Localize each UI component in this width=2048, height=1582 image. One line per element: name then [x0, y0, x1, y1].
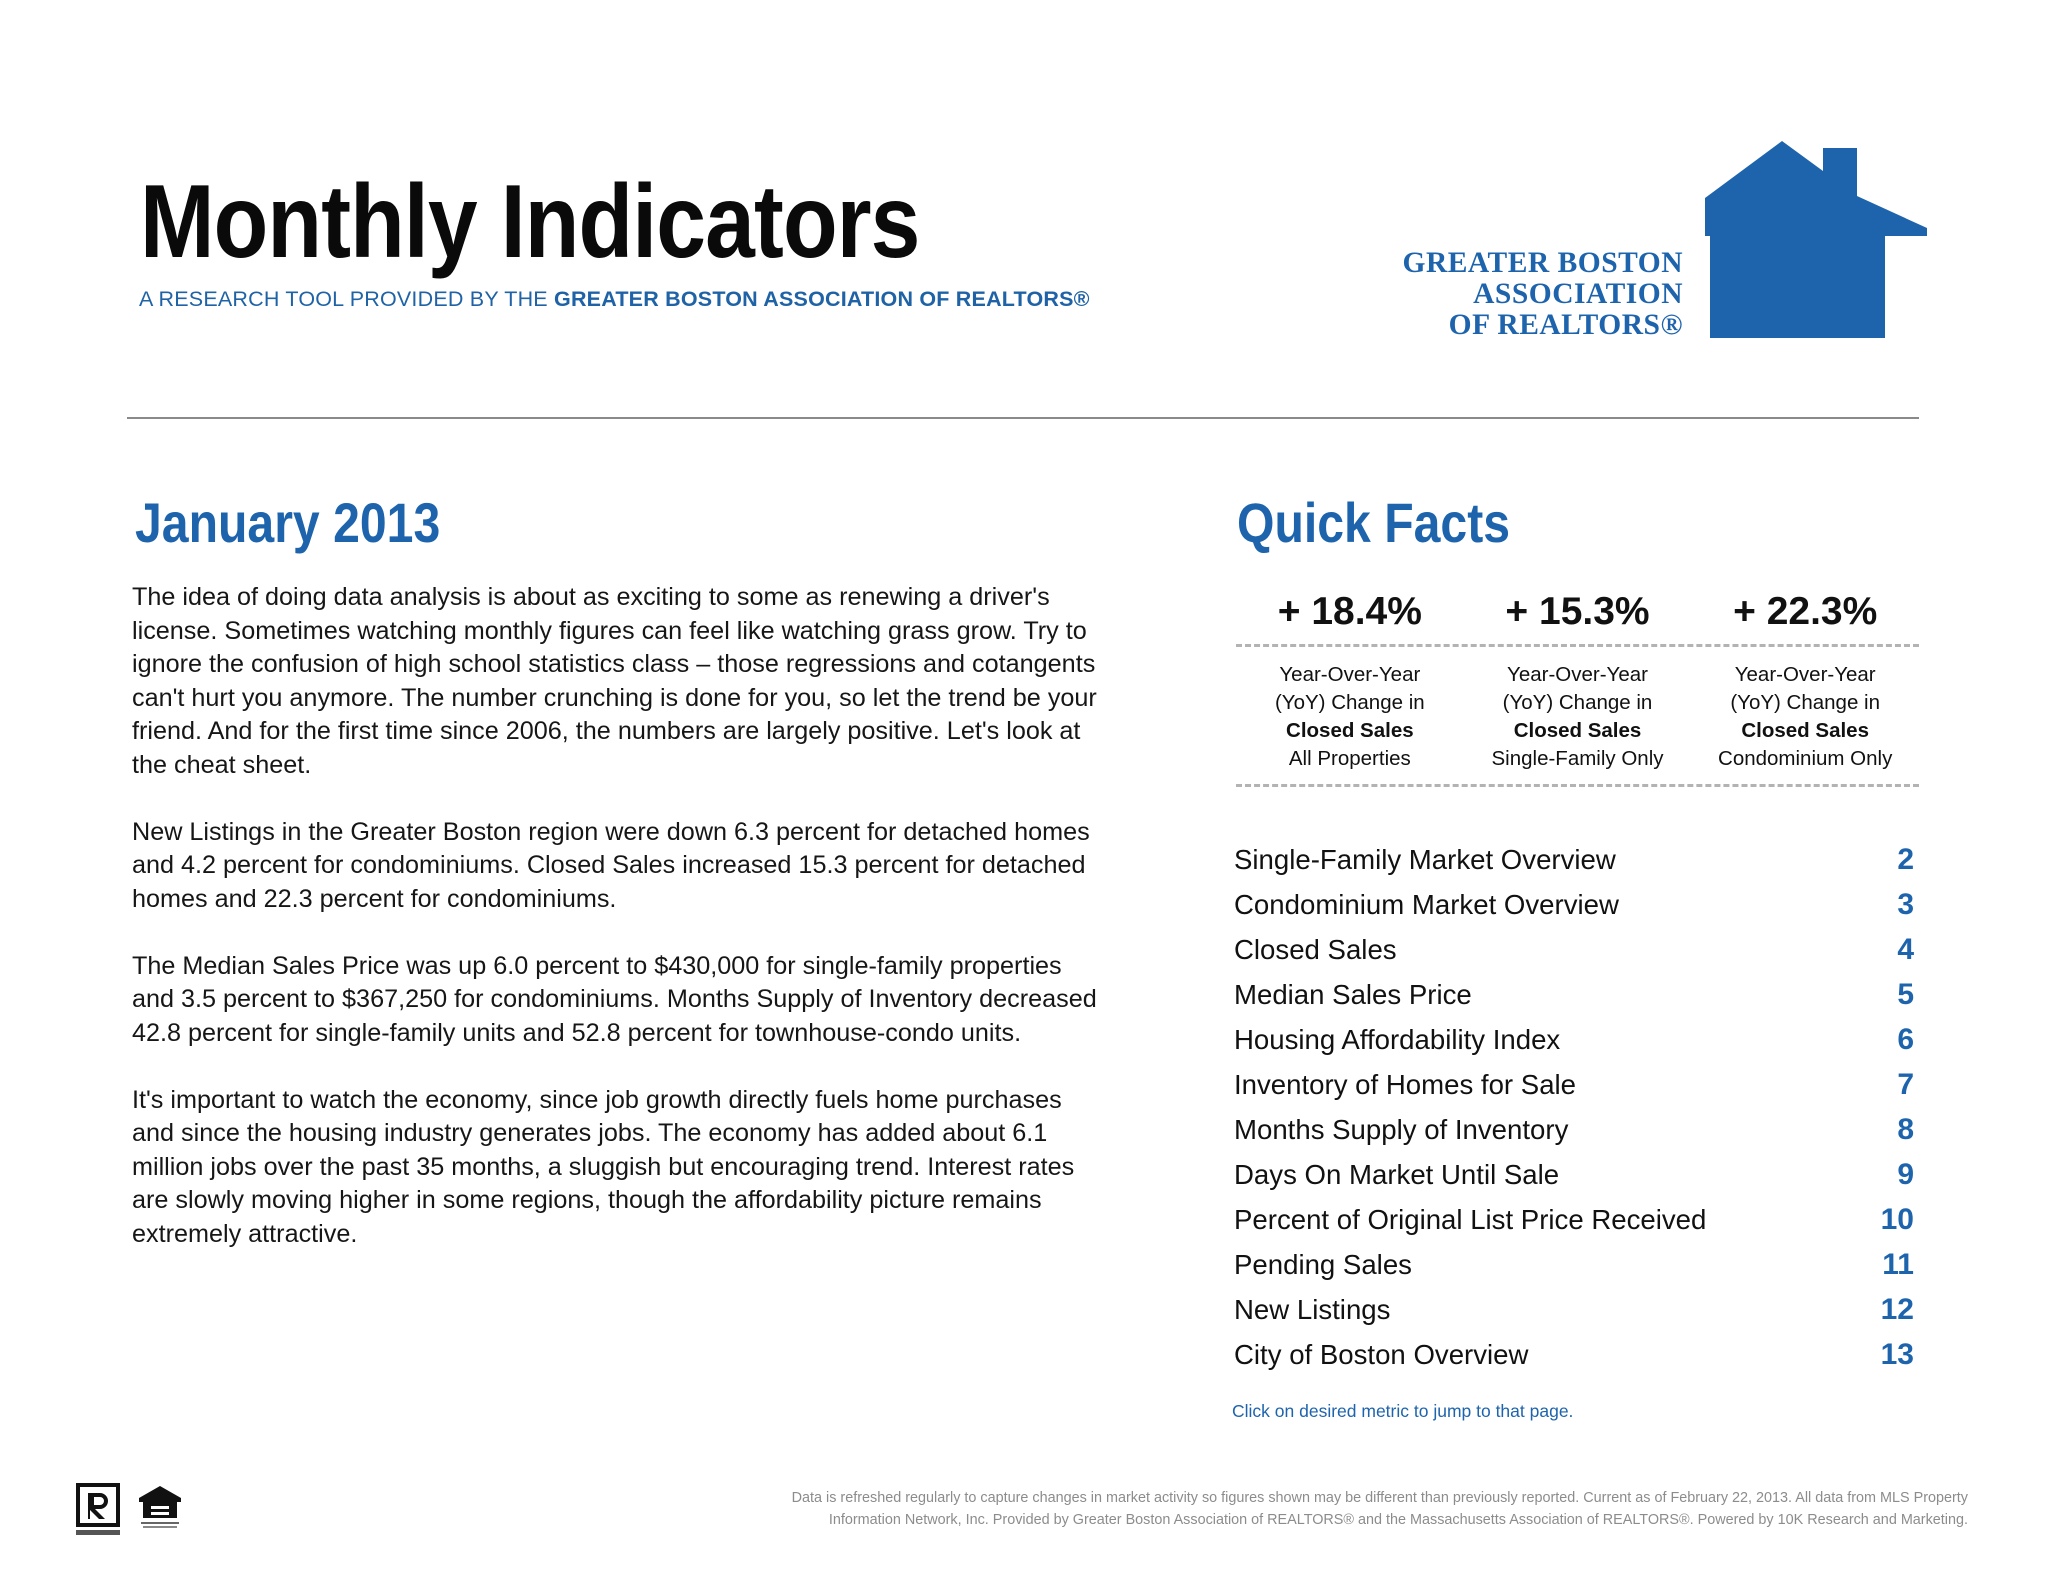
fact-description: [1464, 661, 1692, 773]
toc-item[interactable]: [1234, 887, 1914, 932]
fact-line: (YoY) Change in: [1730, 691, 1881, 714]
subtitle-prefix: A RESEARCH TOOL PROVIDED BY THE: [139, 287, 555, 311]
toc-hint-link[interactable]: Click on desired metric to jump to that page.: [1232, 1401, 1574, 1421]
toc-label: Days On Market Until Sale: [1234, 1159, 1560, 1190]
toc-item[interactable]: [1234, 977, 1914, 1022]
fact-line: Year-Over-Year: [1734, 663, 1876, 686]
report-month: January 2013: [135, 491, 441, 554]
fact-values-row: [1236, 580, 1919, 644]
toc-page-number: 8: [1897, 1113, 1914, 1146]
logo-line: OF REALTORS®: [1448, 309, 1683, 341]
toc-label: Inventory of Homes for Sale: [1234, 1069, 1577, 1100]
logo-line: ASSOCIATION: [1473, 278, 1683, 310]
page-title: Monthly Indicators: [140, 164, 920, 280]
summary-paragraph: The idea of doing data analysis is about as exciting to some as renewing a driver's license. Sometimes watching monthly figures can feel like watching grass grow. Try to ignore the confusion of high school statistics class – those regressions and cotangents can't hurt you anymore. The number crunching is done for you, so let the trend be your friend. And for the first time since 2006, the numbers are largely positive. Let's look at the cheat sheet.: [132, 583, 1097, 779]
fact-value: + 22.3%: [1733, 590, 1878, 633]
footer-line: Information Network, Inc. Provided by Greater Boston Association of REALTORS® and the Massachusetts Association of REALTORS®. Powered by 10K Research and Marketing.: [828, 1512, 1968, 1528]
toc-item[interactable]: [1234, 842, 1914, 887]
toc-page-number: 12: [1880, 1293, 1914, 1326]
fact-line: Year-Over-Year: [1279, 663, 1421, 686]
toc-item[interactable]: [1234, 1247, 1914, 1292]
fact-value: + 18.4%: [1277, 590, 1422, 633]
toc-item[interactable]: [1234, 1157, 1914, 1202]
fact-scope: Condominium Only: [1718, 747, 1893, 770]
dashed-divider: [1236, 784, 1919, 787]
toc-label: Percent of Original List Price Received: [1234, 1204, 1707, 1235]
toc-page-number: 4: [1897, 933, 1914, 966]
page-subtitle: [139, 287, 1090, 312]
toc-label: Closed Sales: [1234, 934, 1397, 965]
subtitle-organization: GREATER BOSTON ASSOCIATION OF REALTORS®: [554, 287, 1090, 311]
toc-label: Condominium Market Overview: [1234, 889, 1619, 920]
summary-text: [132, 581, 1102, 1285]
toc-label: Single-Family Market Overview: [1234, 844, 1616, 875]
toc-item[interactable]: [1234, 1022, 1914, 1067]
toc-page-number: 7: [1897, 1068, 1914, 1101]
toc-item[interactable]: [1234, 1292, 1914, 1337]
logo-wordmark: [1403, 248, 1684, 341]
gbar-logo: [1402, 138, 1935, 348]
summary-paragraph: It's important to watch the economy, since job growth directly fuels home purchases and since the housing industry generates jobs. The economy has added about 6.1 million jobs over the past 35 months, a sluggish but encouraging trend. Interest rates are slowly moving higher in some regions, though the affordability picture remains extremely attractive.: [132, 1085, 1075, 1248]
fact-metric: Closed Sales: [1513, 719, 1642, 742]
footer-disclaimer: [588, 1487, 1968, 1531]
toc-item[interactable]: [1234, 1067, 1914, 1112]
toc-page-number: 6: [1897, 1023, 1914, 1056]
fact-value: + 15.3%: [1505, 590, 1650, 633]
fact-metric: Closed Sales: [1741, 719, 1869, 742]
summary-paragraph: The Median Sales Price was up 6.0 percent to $430,000 for single-family properties and 3.5 percent to $367,250 for condominiums. Months Supply of Inventory decreased 42.8 percent for single-family units and 52.8 percent for townhouse-condo units.: [132, 951, 1097, 1047]
toc-item[interactable]: [1234, 1112, 1914, 1157]
header-divider: [127, 417, 1919, 419]
toc-page-number: 9: [1897, 1158, 1914, 1191]
toc-page-number: 11: [1882, 1248, 1914, 1281]
toc-page-number: 13: [1880, 1338, 1914, 1371]
toc-label: Pending Sales: [1234, 1249, 1412, 1280]
toc-label: New Listings: [1234, 1294, 1391, 1325]
fact-line: Year-Over-Year: [1507, 663, 1648, 686]
fact-metric: Closed Sales: [1286, 719, 1414, 742]
footer-line: Data is refreshed regularly to capture changes in market activity so figures shown may be different than previously reported. Current as of February 22, 2013. All data from MLS Property: [791, 1490, 1968, 1506]
fact-line: (YoY) Change in: [1274, 691, 1425, 714]
toc-page-number: 3: [1897, 888, 1914, 921]
fact-scope: All Properties: [1288, 747, 1411, 770]
toc-label: Months Supply of Inventory: [1234, 1114, 1569, 1145]
toc-item[interactable]: [1234, 932, 1914, 977]
quick-facts-panel: [1236, 580, 1919, 787]
toc-label: Median Sales Price: [1234, 979, 1472, 1010]
toc-item[interactable]: [1234, 1337, 1914, 1382]
toc-item[interactable]: [1234, 1202, 1914, 1247]
realtor-r-icon: [76, 1483, 120, 1537]
fact-description: [1691, 661, 1919, 773]
toc-label: City of Boston Overview: [1234, 1339, 1529, 1370]
toc-page-number: 5: [1897, 978, 1914, 1011]
summary-paragraph: New Listings in the Greater Boston region were down 6.3 percent for detached homes and 4.2 percent for condominiums. Closed Sales increased 15.3 percent for detached homes and 22.3 percent for condominiums.: [132, 817, 1090, 913]
equal-housing-opportunity-icon: [137, 1484, 183, 1530]
toc-label: Housing Affordability Index: [1234, 1024, 1561, 1055]
fact-description: [1236, 661, 1464, 773]
quick-facts-title: Quick Facts: [1237, 491, 1511, 554]
fact-line: (YoY) Change in: [1502, 691, 1653, 714]
toc-page-number: 2: [1897, 843, 1914, 876]
logo-line: GREATER BOSTON: [1402, 247, 1683, 279]
fact-scope: Single-Family Only: [1491, 747, 1664, 770]
table-of-contents: [1234, 842, 1914, 1382]
toc-page-number: 10: [1880, 1203, 1914, 1236]
fact-descriptions-row: [1236, 647, 1919, 784]
